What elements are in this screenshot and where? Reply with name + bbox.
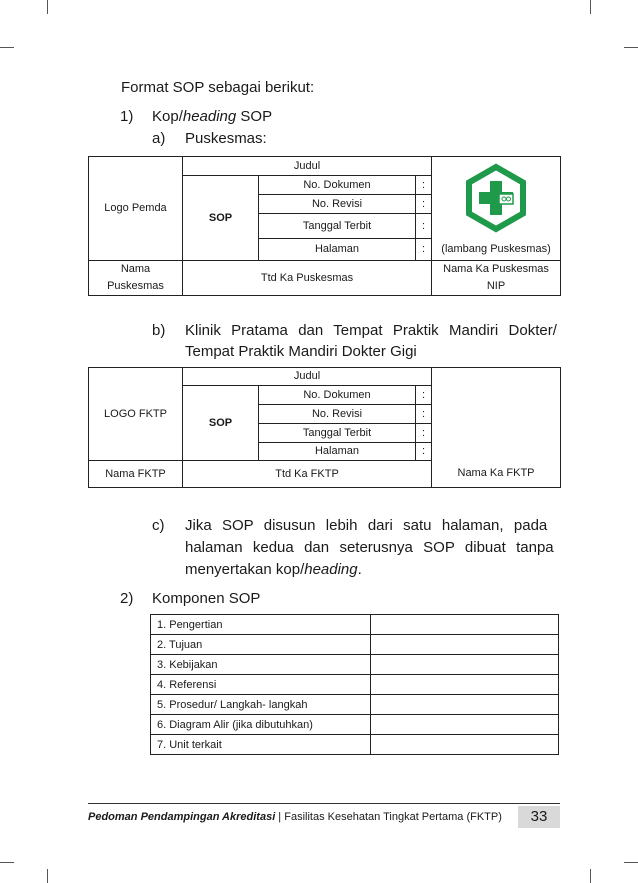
judul-cell: Judul bbox=[183, 368, 432, 386]
komponen-item: 1. Pengertian bbox=[151, 615, 371, 635]
kop-row-label: No. Dokumen bbox=[259, 176, 416, 195]
table-row bbox=[151, 715, 559, 735]
kop-row-colon: : bbox=[416, 195, 432, 214]
nama-ka-fktp-cell: Nama Ka FKTP bbox=[432, 368, 561, 488]
sop-cell: SOP bbox=[183, 386, 259, 461]
sub-b-line1: Klinik Pratama dan Tempat Praktik Mandiri Dokter/ bbox=[185, 322, 557, 339]
ttd-fktp-cell: Ttd Ka FKTP bbox=[183, 461, 432, 488]
table-row bbox=[151, 735, 559, 755]
crop-mark bbox=[624, 862, 638, 863]
item-2-number: 2) bbox=[120, 590, 134, 607]
komponen-item: 6. Diagram Alir (jika dibutuhkan) bbox=[151, 715, 371, 735]
lambang-cell bbox=[432, 157, 561, 261]
empty-cell bbox=[371, 695, 559, 715]
judul-cell: Judul bbox=[183, 157, 432, 176]
nama-fktp-cell: Nama FKTP bbox=[89, 461, 183, 488]
crop-mark bbox=[47, 869, 48, 883]
empty-cell bbox=[371, 715, 559, 735]
table-row bbox=[151, 635, 559, 655]
sub-c-line2: halaman kedua dan seterusnya SOP dibuat tanpa bbox=[185, 539, 554, 556]
item-1-number: 1) bbox=[120, 108, 134, 125]
sub-b-label: b) bbox=[152, 322, 166, 339]
empty-cell bbox=[371, 635, 559, 655]
crop-mark bbox=[624, 47, 638, 48]
kop-row-label: Tanggal Terbit bbox=[259, 424, 416, 443]
komponen-item: 7. Unit terkait bbox=[151, 735, 371, 755]
empty-cell bbox=[371, 675, 559, 695]
sop-cell: SOP bbox=[183, 176, 259, 261]
komponen-item: 2. Tujuan bbox=[151, 635, 371, 655]
lambang-label: (lambang Puskesmas) bbox=[441, 243, 551, 255]
kop-row-label: No. Revisi bbox=[259, 405, 416, 424]
empty-cell bbox=[371, 655, 559, 675]
kop-row-label: Tanggal Terbit bbox=[259, 214, 416, 239]
kop-row-label: Halaman bbox=[259, 443, 416, 461]
sub-b-line2: Tempat Praktik Mandiri Dokter Gigi bbox=[185, 343, 417, 360]
sub-c-label: c) bbox=[152, 517, 165, 534]
kop-puskesmas-table bbox=[88, 156, 561, 296]
item-2-text: Komponen SOP bbox=[152, 590, 261, 607]
intro-text: Format SOP sebagai berikut: bbox=[121, 79, 315, 96]
nama-puskesmas-cell: Nama Puskesmas bbox=[89, 261, 183, 296]
kop-row-label: No. Dokumen bbox=[259, 386, 416, 405]
kop-row-label: Halaman bbox=[259, 239, 416, 261]
footer-title: Pedoman Pendampingan Akreditasi bbox=[88, 811, 276, 823]
komponen-item: 5. Prosedur/ Langkah- langkah bbox=[151, 695, 371, 715]
komponen-table bbox=[150, 614, 559, 755]
crop-mark bbox=[47, 0, 48, 14]
kop-row-colon: : bbox=[416, 214, 432, 239]
kop-row-colon: : bbox=[416, 239, 432, 261]
table-row bbox=[151, 615, 559, 635]
kop-row-colon: : bbox=[416, 405, 432, 424]
kop-row-colon: : bbox=[416, 386, 432, 405]
nama-ka-cell: Nama Ka Puskesmas NIP bbox=[432, 261, 561, 296]
komponen-item: 3. Kebijakan bbox=[151, 655, 371, 675]
page-number: 33 bbox=[518, 806, 560, 828]
sub-a-text: Puskesmas: bbox=[185, 130, 267, 147]
empty-cell bbox=[371, 615, 559, 635]
table-row bbox=[151, 695, 559, 715]
crop-mark bbox=[0, 862, 14, 863]
kop-row-label: No. Revisi bbox=[259, 195, 416, 214]
komponen-item: 4. Referensi bbox=[151, 675, 371, 695]
crop-mark bbox=[590, 0, 591, 14]
sub-a-label: a) bbox=[152, 130, 166, 147]
table-row bbox=[151, 655, 559, 675]
crop-mark bbox=[0, 47, 14, 48]
kop-row-colon: : bbox=[416, 424, 432, 443]
footer-rule bbox=[88, 803, 560, 804]
footer-subtitle: Fasilitas Kesehatan Tingkat Pertama (FKTP) bbox=[284, 811, 502, 823]
puskesmas-logo bbox=[461, 163, 531, 233]
footer-text: Pedoman Pendampingan Akreditasi | Fasilitas Kesehatan Tingkat Pertama (FKTP) bbox=[88, 811, 502, 823]
kop-row-colon: : bbox=[416, 176, 432, 195]
sub-c-line3: menyertakan kop/heading. bbox=[185, 561, 362, 578]
logo-pemda-cell: Logo Pemda bbox=[89, 157, 183, 261]
logo-fktp-cell: LOGO FKTP bbox=[89, 368, 183, 461]
crop-mark bbox=[590, 869, 591, 883]
kop-fktp-table bbox=[88, 367, 561, 488]
empty-cell bbox=[371, 735, 559, 755]
table-row bbox=[151, 675, 559, 695]
sub-c-line1: Jika SOP disusun lebih dari satu halaman, pada bbox=[185, 517, 548, 534]
item-1-text: Kop/heading SOP bbox=[152, 108, 273, 125]
ttd-cell: Ttd Ka Puskesmas bbox=[183, 261, 432, 296]
kop-row-colon: : bbox=[416, 443, 432, 461]
